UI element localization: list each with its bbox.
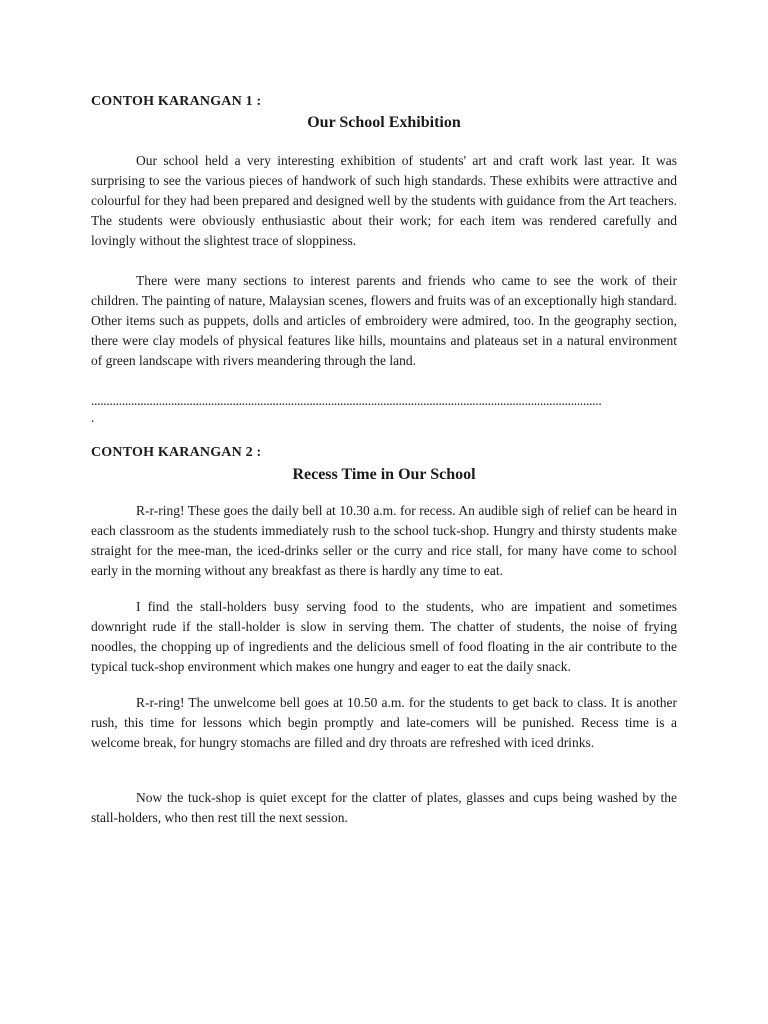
essay-2-paragraph-3: R-r-ring! The unwelcome bell goes at 10.50 a.m. for the students to get back to class. It is another rush, this time for lessons which begin promptly and late-comers will be punished. Recess time is a welcome break, for hungry stomachs are filled and dry throats are refreshed with iced drinks. bbox=[91, 695, 677, 750]
essay-1-title: Our School Exhibition bbox=[307, 114, 461, 131]
dotted-divider: ...................................................................................................................................................................... bbox=[91, 393, 602, 408]
document-page bbox=[91, 94, 677, 828]
essay-2-paragraph-1: R-r-ring! These goes the daily bell at 10.30 a.m. for recess. An audible sigh of relief can be heard in each classroom as the students immediately rush to the school tuck-shop. Hungry and thirsty students make straight for the mee-man, the iced-drinks seller or the curry and rice stall, for many have come to school early in the morning without any breakfast as there is hardly any time to eat. bbox=[91, 503, 677, 578]
essay-2-paragraph-4: Now the tuck-shop is quiet except for the clatter of plates, glasses and cups being washed by the stall-holders, who then rest till the next session. bbox=[91, 790, 677, 825]
essay-1-paragraph-1: Our school held a very interesting exhibition of students' art and craft work last year. It was surprising to see the various pieces of handwork of such high standards. These exhibits were attractive and colourful for they had been prepared and designed well by the students with guidance from the Art teachers. The students were obviously enthusiastic about their work; for each item was rendered carefully and lovingly without the slightest trace of sloppiness. bbox=[91, 153, 677, 248]
essay-2-label: CONTOH KARANGAN 2 : bbox=[91, 445, 262, 460]
essay-1-paragraph-2: There were many sections to interest parents and friends who came to see the work of their children. The painting of nature, Malaysian scenes, flowers and fruits was of an exceptionally high standard. Other items such as puppets, dolls and articles of embroidery were admired, too. In the geography section, there were clay models of physical features like hills, mountains and plateaus set in a natural environment of green landscape with rivers meandering through the land. bbox=[91, 273, 677, 368]
dotted-divider-tail: . bbox=[91, 410, 95, 425]
essay-1-label: CONTOH KARANGAN 1 : bbox=[91, 94, 262, 109]
essay-2-title: Recess Time in Our School bbox=[292, 466, 476, 483]
essay-2-paragraph-2: I find the stall-holders busy serving food to the students, who are impatient and sometimes downright rude if the stall-holder is slow in serving them. The chatter of students, the noise of frying noodles, the chopping up of ingredients and the delicious smell of food floating in the air contribute to the typical tuck-shop environment which makes one hungry and eager to eat the daily snack. bbox=[91, 599, 677, 674]
